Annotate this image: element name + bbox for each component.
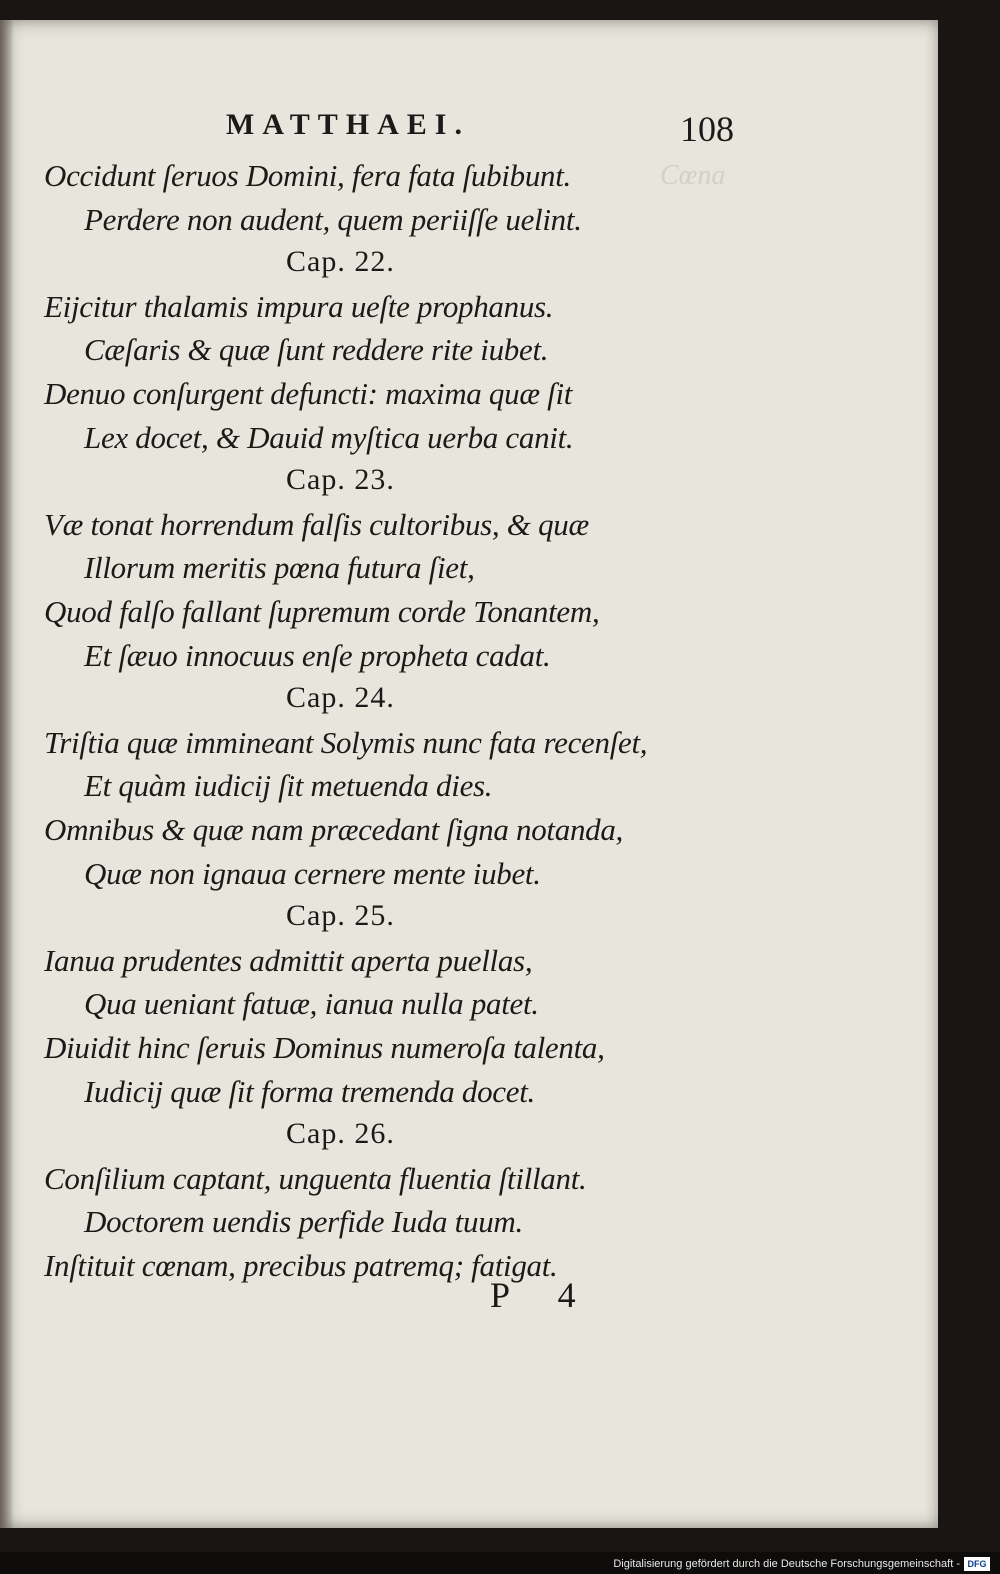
verse-line: Cæſaris & quæ ſunt reddere rite iubet.: [84, 332, 549, 368]
chapter-heading: Cap. 23.: [286, 463, 395, 497]
verse-line: Occidunt ſeruos Domini, fera fata ſubibunt.: [44, 158, 571, 193]
footer-bar: [0, 1552, 1000, 1574]
verse-line: Triſtia quæ immineant Solymis nunc fata recenſet,: [44, 724, 648, 760]
verse-line: Inſtituit cœnam, precibus patremq; fatigat.: [44, 1248, 558, 1283]
verse-line: Denuo conſurgent defuncti: maxima quæ ſit: [44, 376, 573, 411]
chapter-heading: Cap. 25.: [286, 899, 395, 933]
verse-line: Diuidit hinc ſeruis Dominus numeroſa talenta,: [44, 1030, 605, 1065]
digitization-credit: Digitalisierung gefördert durch die Deutsche Forschungsgemeinschaft -: [613, 1558, 960, 1570]
chapter-heading: Cap. 22.: [286, 245, 395, 279]
dfg-logo: DFG: [964, 1557, 990, 1571]
chapter-heading: Cap. 26.: [286, 1117, 395, 1151]
verse-line: Illorum meritis pœna futura ſiet,: [84, 550, 475, 586]
verse-line: Et quàm iudicij ſit metuenda dies.: [84, 768, 493, 804]
bleed-through: Cœna: [660, 160, 726, 191]
running-title: MATTHAEI.: [226, 108, 470, 141]
verse-line: Doctorem uendis perfide Iuda tuum.: [84, 1204, 523, 1240]
book-page: [0, 20, 938, 1528]
verse-line: Quæ non ignaua cernere mente iubet.: [84, 855, 541, 891]
verse-line: Ianua prudentes admittit aperta puellas,: [44, 942, 533, 978]
verse-line: Perdere non audent, quem periiſſe uelint.: [84, 201, 582, 237]
verse-line: Omnibus & quæ nam præcedant ſigna notanda,: [44, 812, 623, 847]
verse-line: Lex docet, & Dauid myſtica uerba canit.: [84, 419, 574, 455]
verse-line: Iudicij quæ ſit forma tremenda docet.: [84, 1073, 535, 1109]
verse-line: Conſilium captant, unguenta fluentia ſtillant.: [44, 1160, 587, 1196]
verse-line: Væ tonat horrendum falſis cultoribus, & quæ: [44, 506, 589, 542]
verse-line: Et ſæuo innocuus enſe propheta cadat.: [84, 637, 551, 673]
verse-line: Qua ueniant fatuæ, ianua nulla patet.: [84, 986, 539, 1022]
verse-line: Eijcitur thalamis impura ueſte prophanus.: [44, 288, 554, 324]
folio-number: 108: [680, 109, 734, 149]
verse-line: Quod falſo fallant ſupremum corde Tonantem,: [44, 594, 600, 629]
chapter-heading: Cap. 24.: [286, 681, 395, 715]
signature-mark: P 4: [490, 1275, 596, 1315]
